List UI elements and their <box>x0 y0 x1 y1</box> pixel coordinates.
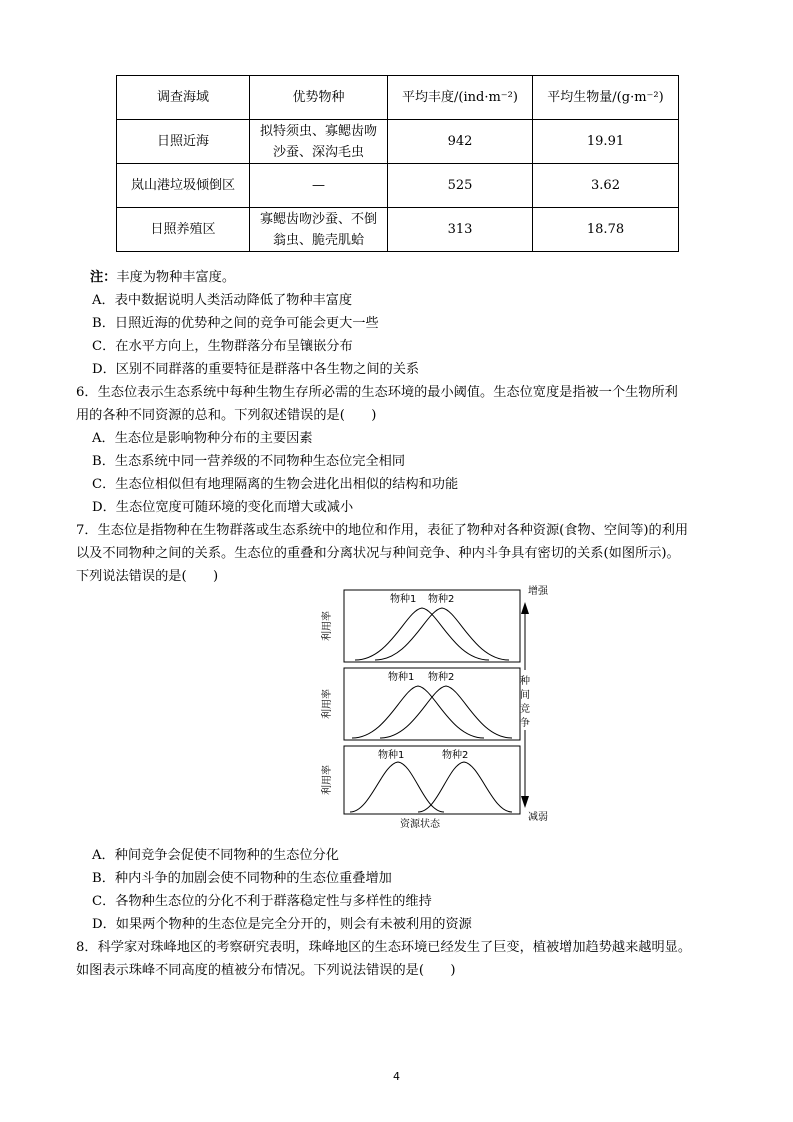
q7-stem-line: 以及不同物种之间的关系。生态位的重叠和分离状况与种间竞争、种内斗争具有密切的关系(如图所示)。 <box>76 546 680 561</box>
table-row <box>117 120 679 164</box>
niche-overlap-figure <box>320 580 560 830</box>
y-axis-label: 利用率 <box>322 611 333 641</box>
page-number: 4 <box>393 1070 400 1083</box>
q8-stem-line: 8．科学家对珠峰地区的考察研究表明，珠峰地区的生态环境已经发生了巨变，植被增加趋势越来越明显。 <box>76 940 692 955</box>
species2-curve-panel1 <box>375 608 509 660</box>
table-cell: 岚山港垃圾倾倒区 <box>117 164 250 208</box>
species1-curve-panel3 <box>350 762 444 812</box>
q6-option-d: D．生态位宽度可随环境的变化而增大或减小 <box>92 500 354 515</box>
table-row <box>117 208 679 252</box>
note-label: 注： <box>90 270 117 285</box>
table-header: 调查海域 <box>117 76 250 120</box>
y-axis-label: 利用率 <box>322 689 333 719</box>
arrow-down-icon <box>521 796 529 808</box>
q6-stem-line: 6．生态位表示生态系统中每种生物生存所必需的生态环境的最小阈值。生态位宽度是指被一个生物所利 <box>76 385 678 400</box>
species1-label: 物种1 <box>388 672 415 683</box>
q7-option-c: C．各物种生态位的分化不利于群落稳定性与多样性的维持 <box>92 894 432 909</box>
species2-label: 物种2 <box>428 672 455 683</box>
q7-stem-line: 下列说法错误的是( ) <box>76 569 219 584</box>
survey-table <box>116 75 679 252</box>
table-cell: 18.78 <box>533 208 679 252</box>
q6-option-b: B．生态系统中同一营养级的不同物种生态位完全相同 <box>92 454 406 469</box>
table-header: 优势物种 <box>250 76 388 120</box>
table-cell: 日照近海 <box>117 120 250 164</box>
q5-option-b: B．日照近海的优势种之间的竞争可能会更大一些 <box>92 316 379 331</box>
q7-option-b: B．种内斗争的加剧会使不同物种的生态位重叠增加 <box>92 871 392 886</box>
q8-stem-line: 如图表示珠峰不同高度的植被分布情况。下列说法错误的是( ) <box>76 963 456 978</box>
q5-option-c: C．在水平方向上，生物群落分布呈镶嵌分布 <box>92 339 353 354</box>
species1-curve-panel1 <box>355 608 489 660</box>
table-header: 平均丰度/(ind·m⁻²) <box>388 76 533 120</box>
q7-stem-line: 7．生态位是指物种在生物群落或生态系统中的地位和作用，表征了物种对各种资源(食物、空间等)的利用 <box>76 523 689 538</box>
arrow-middle-char: 种 <box>520 676 530 687</box>
table-cell: 日照养殖区 <box>117 208 250 252</box>
arrow-middle-char: 争 <box>520 718 530 729</box>
table-cell: 3.62 <box>533 164 679 208</box>
species2-label: 物种2 <box>428 594 455 605</box>
arrow-up-icon <box>521 602 529 614</box>
arrow-middle-char: 间 <box>520 690 530 701</box>
table-cell: — <box>250 164 388 208</box>
arrow-top-label: 增强 <box>528 586 548 597</box>
table-cell: 942 <box>388 120 533 164</box>
y-axis-label: 利用率 <box>322 765 333 795</box>
q5-option-d: D．区别不同群落的重要特征是群落中各生物之间的关系 <box>92 362 420 377</box>
arrow-bottom-label: 减弱 <box>528 812 548 823</box>
table-row <box>117 164 679 208</box>
table-cell: 寡鳃齿吻沙蚕、不倒翁虫、脆壳肌蛤 <box>250 208 388 252</box>
q6-stem-line: 用的各种不同资源的总和。下列叙述错误的是( ) <box>76 408 377 423</box>
x-axis-label: 资源状态 <box>400 819 440 830</box>
species2-label: 物种2 <box>442 750 469 761</box>
species1-label: 物种1 <box>390 594 417 605</box>
table-header-row <box>117 76 679 120</box>
arrow-middle-char: 竞 <box>520 704 530 715</box>
table-cell: 313 <box>388 208 533 252</box>
table-cell: 19.91 <box>533 120 679 164</box>
q5-option-a: A．表中数据说明人类活动降低了物种丰富度 <box>92 293 353 308</box>
table-note <box>90 268 235 288</box>
table-cell: 拟特须虫、寡鳃齿吻沙蚕、深沟毛虫 <box>250 120 388 164</box>
q7-option-d: D．如果两个物种的生态位是完全分开的，则会有未被利用的资源 <box>92 917 472 932</box>
q6-option-c: C．生态位相似但有地理隔离的生物会进化出相似的结构和功能 <box>92 477 459 492</box>
species2-curve-panel2 <box>380 686 512 738</box>
species1-curve-panel2 <box>352 686 484 738</box>
q6-option-a: A．生态位是影响物种分布的主要因素 <box>92 431 313 446</box>
species2-curve-panel3 <box>418 762 512 812</box>
species1-label: 物种1 <box>378 750 405 761</box>
q7-option-a: A．种间竞争会促使不同物种的生态位分化 <box>92 848 339 863</box>
table-header: 平均生物量/(g·m⁻²) <box>533 76 679 120</box>
table-cell: 525 <box>388 164 533 208</box>
note-text: 丰度为物种丰富度。 <box>116 270 236 285</box>
